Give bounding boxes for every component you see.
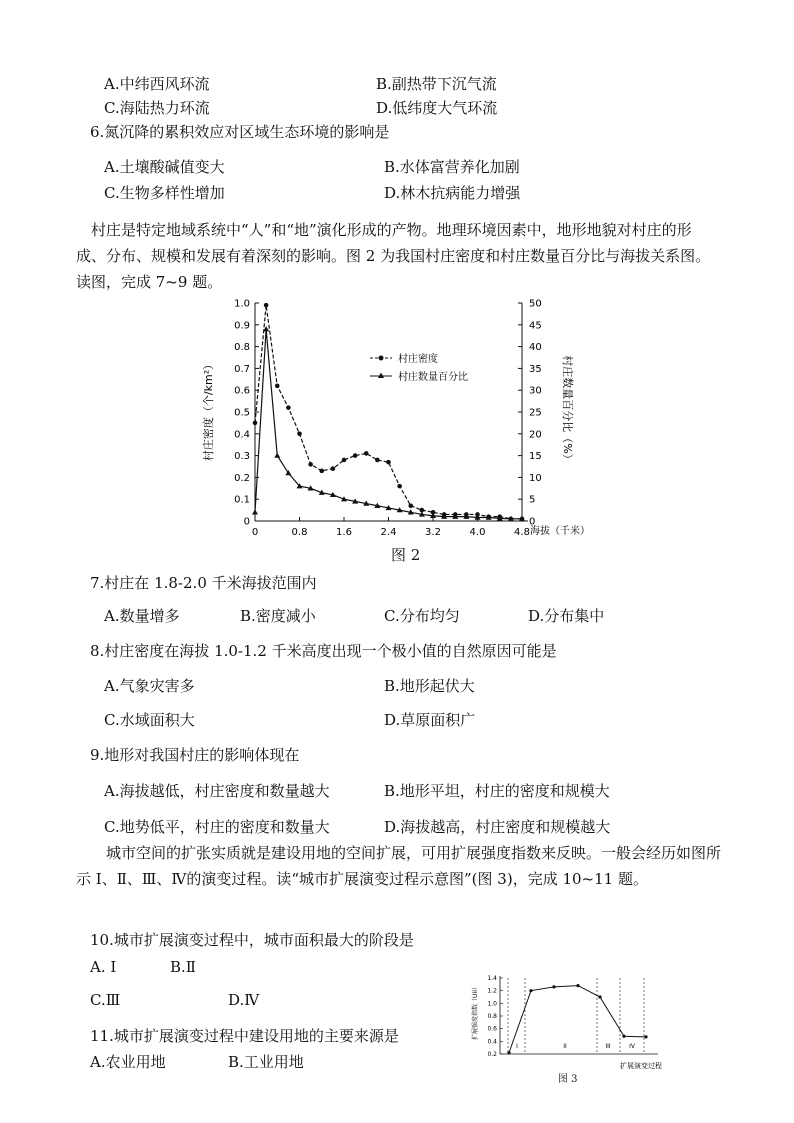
x-tick-label: 2.4 [380,527,397,538]
fig3-stage-label: I [516,1043,518,1050]
x-axis-label: 海拔（千米） [530,526,590,537]
fig3-y-tick-label: 1.0 [487,1000,497,1008]
fig3-y-axis-label: 扩展强度指数（UII） [472,984,479,1040]
left-tick-label: 0.3 [234,451,250,463]
q6-option-d: D.林木抗病能力增强 [384,184,521,202]
x-tick-label: 0.8 [291,527,308,538]
q7-option-b: B.密度减小 [240,607,316,625]
right-tick-label: 50 [529,298,542,310]
q7-option-a: A.数量增多 [104,607,180,625]
q11-option-b: B.工业用地 [228,1053,304,1071]
q5-option-b: B.副热带下沉气流 [376,75,497,93]
q8-option-d: D.草原面积广 [384,711,476,729]
q8-option-a: A.气象灾害多 [104,677,195,695]
fig3-uii-point [529,989,532,992]
q10-option-d: D.Ⅳ [228,991,260,1009]
fig3-y-tick-label: 0.4 [487,1038,497,1046]
right-tick-label: 20 [529,429,542,441]
density-point [308,462,313,467]
density-point [364,451,369,456]
q9-option-b: B.地形平坦，村庄的密度和规模大 [384,782,610,800]
x-tick-label: 1.6 [336,527,352,538]
q7-stem: 7.村庄在 1.8-2.0 千米海拔范围内 [90,574,317,592]
right-tick-label: 40 [529,342,542,354]
q6-stem: 6.氮沉降的累积效应对区域生态环境的影响是 [90,123,390,141]
q10-option-c: C.Ⅲ [90,991,121,1009]
fig3-stage-label: IV [629,1043,635,1050]
fig3-y-tick-label: 1.4 [487,975,497,982]
right-tick-label: 35 [529,363,542,375]
q9-option-d: D.海拔越高，村庄密度和规模越大 [384,818,611,836]
density-point [386,460,391,465]
q6-option-b: B.水体富营养化加剧 [384,158,520,176]
density-point [375,458,380,463]
left-tick-label: 0.6 [234,385,250,397]
fig3-y-tick-label: 0.6 [487,1025,497,1033]
q8-option-b: B.地形起伏大 [384,677,475,695]
figure-2-chart [200,295,600,540]
density-point [331,466,336,471]
q5-option-a: A.中纬西风环流 [104,75,210,93]
fig3-uii-point [507,1051,510,1054]
x-tick-label: 4.0 [469,527,486,538]
q8-option-c: C.水域面积大 [104,711,195,729]
density-point [253,421,258,426]
q6-option-c: C.生物多样性增加 [104,184,225,202]
right-tick-label: 15 [529,451,542,463]
q10-option-b: B.Ⅱ [170,958,196,976]
right-tick-label: 0 [529,516,536,528]
figure-2-legend [370,352,468,383]
density-line [255,305,522,519]
q5-option-d: D.低纬度大气环流 [376,99,498,117]
q9-option-a: A.海拔越低，村庄密度和数量越大 [104,782,330,800]
fig3-y-tick-label: 0.8 [487,1013,497,1020]
density-point [408,503,413,508]
density-point [342,458,347,463]
q10-stem: 10.城市扩展演变过程中，城市面积最大的阶段是 [90,931,414,949]
right-axis-label: 村庄数量百分比（%） [561,355,574,465]
left-tick-label: 0.2 [234,472,250,484]
passage-city-expansion: 城市空间的扩张实质就是建设用地的空间扩展，可用扩展强度指数来反映。一般会经历如图所示 Ⅰ、Ⅱ、Ⅲ、Ⅳ的演变过程。读“城市扩展演变过程示意图”(图 3)，完成 10~11 题。 [76,844,722,888]
left-tick-label: 0.7 [234,363,250,375]
density-point [397,484,402,489]
fig3-uii-point [552,985,555,988]
density-point [264,303,269,308]
density-point [286,405,291,410]
q11-option-a: A.农业用地 [90,1053,166,1071]
density-point [353,453,358,458]
q8-stem: 8.村庄密度在海拔 1.0-1.2 千米高度出现一个极小值的自然原因可能是 [90,642,557,660]
left-axis-label: 村庄密度（个/km²） [202,358,215,462]
right-tick-label: 10 [529,472,542,484]
q7-option-d: D.分布集中 [528,607,605,625]
left-tick-label: 0.4 [234,429,250,441]
fig3-stage-label: II [563,1043,567,1050]
x-tick-label: 0 [251,527,259,538]
figure-2-caption: 图 2 [391,546,421,564]
figure-3-chart [470,970,670,1070]
q9-option-c: C.地势低平，村庄的密度和数量大 [104,818,330,836]
right-tick-label: 5 [529,494,536,506]
q5-option-c: C.海陆热力环流 [104,99,210,117]
q11-stem: 11.城市扩展演变过程中建设用地的主要来源是 [90,1027,399,1045]
q7-option-c: C.分布均匀 [384,607,460,625]
q10-option-a: A. Ⅰ [90,958,117,976]
fig3-y-tick-label: 0.2 [487,1051,497,1058]
left-tick-label: 1.0 [234,298,250,310]
x-tick-label: 4.8 [514,527,530,538]
fig3-uii-line [509,986,646,1053]
density-point [275,384,280,389]
passage-villages: 村庄是特定地域系统中“人”和“地”演化形成的产物。地理环境因素中，地形地貌对村庄的形成、分布、规模和发展有着深刻的影响。图 2 为我国村庄密度和村庄数量百分比与海拔关系图。读图，完成 7~9 题。 [76,221,711,291]
count-percent-point [252,509,258,514]
fig3-uii-point [576,984,579,987]
left-tick-label: 0.9 [234,320,250,332]
left-tick-label: 0.5 [234,407,250,419]
fig3-uii-point [598,995,601,998]
q9-stem: 9.地形对我国村庄的影响体现在 [90,746,300,764]
count-percent-point [274,453,280,458]
fig3-y-tick-label: 1.2 [487,987,497,995]
right-tick-label: 30 [529,385,542,397]
fig3-stage-label: III [605,1043,611,1050]
fig3-x-axis-label: 扩展演变过程 [620,1062,662,1070]
fig3-uii-point [644,1035,647,1038]
density-point [297,432,302,437]
legend-density: 村庄密度 [398,354,438,365]
density-point [319,469,324,474]
fig3-uii-point [622,1035,625,1038]
right-tick-label: 45 [529,320,542,332]
figure-3-caption: 图 3 [558,1074,578,1085]
legend-count-percent: 村庄数量百分比 [398,372,468,383]
q6-option-a: A.土壤酸碱值变大 [104,158,225,176]
left-tick-label: 0.8 [234,342,250,354]
right-tick-label: 25 [529,407,542,419]
left-tick-label: 0.1 [234,494,250,506]
left-tick-label: 0 [243,516,250,528]
x-tick-label: 3.2 [425,527,441,538]
